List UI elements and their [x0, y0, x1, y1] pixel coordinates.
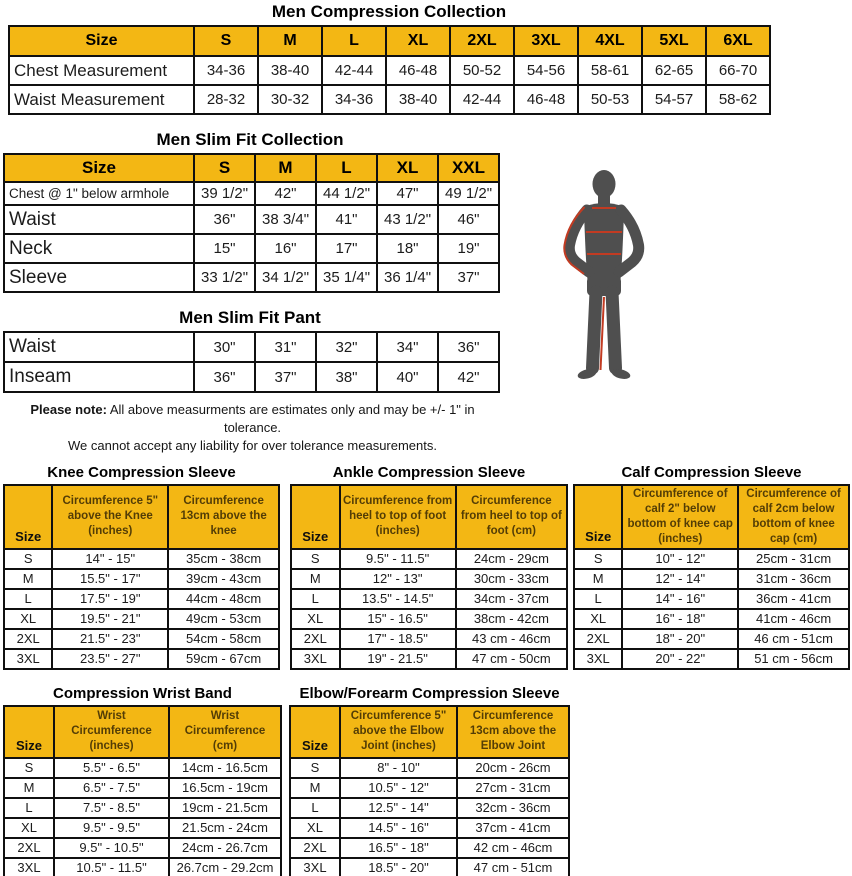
row-label: Waist [4, 205, 194, 234]
cell-inches: 15" - 16.5" [340, 609, 456, 629]
column-header: S [194, 26, 258, 56]
cell-inches: 10.5" - 11.5" [54, 858, 169, 876]
man-body [569, 170, 638, 381]
tolerance-note-line1: Please note: All above measurments are estimates only and may be +/- 1" in tolerance. [30, 402, 475, 436]
ankle-sleeve-title: Ankle Compression Sleeve [332, 463, 526, 481]
cell-size: 3XL [4, 858, 54, 876]
table-row [574, 569, 849, 589]
cell: 54-57 [642, 85, 706, 114]
cell-inches: 6.5" - 7.5" [54, 778, 169, 798]
column-header: Wrist Circumference (inches) [54, 706, 169, 758]
cell: 19" [438, 234, 499, 263]
column-header: Circumference of calf 2cm below bottom of knee cap (cm) [738, 485, 849, 549]
table-row [290, 758, 569, 778]
column-header: L [322, 26, 386, 56]
ankle-sleeve-section [290, 464, 568, 670]
calf-sleeve-table [573, 484, 850, 670]
cell-inches: 19.5" - 21" [52, 609, 168, 629]
cell: 28-32 [194, 85, 258, 114]
cell-size: L [291, 589, 340, 609]
calf-sleeve-title: Calf Compression Sleeve [621, 463, 802, 481]
cell-size: XL [574, 609, 622, 629]
row-label: Chest Measurement [9, 56, 194, 85]
wrist-band-table [3, 705, 282, 876]
elbow-forearm-section [289, 685, 570, 876]
cell-inches: 8" - 10" [340, 758, 457, 778]
cell-inches: 21.5" - 23" [52, 629, 168, 649]
cell-inches: 12.5" - 14" [340, 798, 457, 818]
cell-cm: 47 cm - 51cm [457, 858, 569, 876]
header-row [291, 485, 567, 549]
column-header: Circumference from heel to top of foot (inches) [340, 485, 456, 549]
cell: 30-32 [258, 85, 322, 114]
cell-size: 2XL [4, 629, 52, 649]
column-header: S [194, 154, 255, 182]
cell: 42-44 [322, 56, 386, 85]
cell-cm: 46 cm - 51cm [738, 629, 849, 649]
cell-cm: 30cm - 33cm [456, 569, 567, 589]
column-header-size: Size [4, 706, 54, 758]
table-row [290, 838, 569, 858]
cell: 40" [377, 362, 438, 392]
cell-size: 2XL [290, 838, 340, 858]
cell-inches: 7.5" - 8.5" [54, 798, 169, 818]
table-row [4, 838, 281, 858]
cell-cm: 51 cm - 56cm [738, 649, 849, 669]
cell: 37" [438, 263, 499, 292]
column-header-size: Size [9, 26, 194, 56]
table-row [4, 758, 281, 778]
cell-cm: 39cm - 43cm [168, 569, 279, 589]
cell: 44 1/2" [316, 182, 377, 205]
cell-inches: 13.5" - 14.5" [340, 589, 456, 609]
cell-inches: 16" - 18" [622, 609, 738, 629]
table-row [4, 182, 499, 205]
cell-cm: 24cm - 29cm [456, 549, 567, 569]
cell-size: 3XL [291, 649, 340, 669]
column-header: XXL [438, 154, 499, 182]
row-label: Chest @ 1" below armhole [4, 182, 194, 205]
cell-cm: 43 cm - 46cm [456, 629, 567, 649]
cell: 66-70 [706, 56, 770, 85]
cell: 42" [438, 362, 499, 392]
cell-size: 3XL [574, 649, 622, 669]
cell: 36" [194, 205, 255, 234]
header-row [4, 485, 279, 549]
cell: 46-48 [386, 56, 450, 85]
elbow-forearm-title: Elbow/Forearm Compression Sleeve [299, 684, 560, 702]
cell-cm: 34cm - 37cm [456, 589, 567, 609]
column-header: Wrist Circumference (cm) [169, 706, 281, 758]
cell-inches: 17" - 18.5" [340, 629, 456, 649]
cell: 17" [316, 234, 377, 263]
cell-inches: 16.5" - 18" [340, 838, 457, 858]
cell-cm: 31cm - 36cm [738, 569, 849, 589]
cell: 38-40 [386, 85, 450, 114]
table-body [574, 549, 849, 669]
table-row [4, 609, 279, 629]
cell-cm: 37cm - 41cm [457, 818, 569, 838]
knee-sleeve-table [3, 484, 280, 670]
table-row [291, 569, 567, 589]
cell-cm: 36cm - 41cm [738, 589, 849, 609]
cell-cm: 19cm - 21.5cm [169, 798, 281, 818]
cell: 16" [255, 234, 316, 263]
cell: 36" [438, 332, 499, 362]
header-row [4, 706, 281, 758]
cell-size: M [574, 569, 622, 589]
cell-inches: 14.5" - 16" [340, 818, 457, 838]
cell-inches: 10" - 12" [622, 549, 738, 569]
cell-cm: 32cm - 36cm [457, 798, 569, 818]
cell-cm: 49cm - 53cm [168, 609, 279, 629]
cell-size: M [4, 778, 54, 798]
column-header-size: Size [290, 706, 340, 758]
table-row [9, 56, 770, 85]
table-row [574, 649, 849, 669]
cell-inches: 18" - 20" [622, 629, 738, 649]
cell: 34" [377, 332, 438, 362]
cell-inches: 23.5" - 27" [52, 649, 168, 669]
cell-cm: 38cm - 42cm [456, 609, 567, 629]
table-row [4, 798, 281, 818]
cell-cm: 26.7cm - 29.2cm [169, 858, 281, 876]
cell-inches: 15.5" - 17" [52, 569, 168, 589]
cell: 47" [377, 182, 438, 205]
cell-size: 2XL [574, 629, 622, 649]
cell-size: 3XL [290, 858, 340, 876]
cell-size: XL [291, 609, 340, 629]
cell-inches: 14" - 16" [622, 589, 738, 609]
column-header: Circumference of calf 2" below bottom of knee cap (inches) [622, 485, 738, 549]
cell-size: M [4, 569, 52, 589]
cell-cm: 42 cm - 46cm [457, 838, 569, 858]
cell: 38" [316, 362, 377, 392]
ankle-sleeve-table [290, 484, 568, 670]
cell-cm: 59cm - 67cm [168, 649, 279, 669]
cell: 58-62 [706, 85, 770, 114]
row-label: Sleeve [4, 263, 194, 292]
row-label: Waist Measurement [9, 85, 194, 114]
table-row [574, 629, 849, 649]
table-row [4, 858, 281, 876]
cell: 36 1/4" [377, 263, 438, 292]
header-row [290, 706, 569, 758]
tolerance-note [0, 401, 505, 456]
table-row [290, 818, 569, 838]
column-header: Circumference 5" above the Elbow Joint (inches) [340, 706, 457, 758]
table-row [4, 549, 279, 569]
cell-size: S [4, 549, 52, 569]
cell-size: S [291, 549, 340, 569]
cell-inches: 9.5" - 10.5" [54, 838, 169, 858]
table-row [574, 609, 849, 629]
cell-cm: 21.5cm - 24cm [169, 818, 281, 838]
cell: 43 1/2" [377, 205, 438, 234]
knee-sleeve-title: Knee Compression Sleeve [47, 463, 236, 481]
cell-size: S [574, 549, 622, 569]
table-row [290, 778, 569, 798]
cell: 54-56 [514, 56, 578, 85]
column-header: 2XL [450, 26, 514, 56]
table-row [4, 589, 279, 609]
table-body [291, 549, 567, 669]
row-label: Inseam [4, 362, 194, 392]
table-row [291, 549, 567, 569]
cell-cm: 41cm - 46cm [738, 609, 849, 629]
wrist-band-section [3, 685, 282, 876]
cell-inches: 14" - 15" [52, 549, 168, 569]
cell-inches: 9.5" - 9.5" [54, 818, 169, 838]
cell: 34 1/2" [255, 263, 316, 292]
cell-inches: 20" - 22" [622, 649, 738, 669]
table-row [4, 778, 281, 798]
cell: 33 1/2" [194, 263, 255, 292]
column-header: XL [377, 154, 438, 182]
cell-cm: 47 cm - 50cm [456, 649, 567, 669]
cell-inches: 5.5" - 6.5" [54, 758, 169, 778]
column-header-size: Size [4, 154, 194, 182]
cell-size: 2XL [4, 838, 54, 858]
cell-cm: 54cm - 58cm [168, 629, 279, 649]
cell-inches: 17.5" - 19" [52, 589, 168, 609]
wrist-band-title: Compression Wrist Band [53, 684, 232, 702]
table-row [291, 649, 567, 669]
cell: 42-44 [450, 85, 514, 114]
column-header: Circumference 5" above the Knee (inches) [52, 485, 168, 549]
man-silhouette-figure [556, 170, 652, 388]
knee-sleeve-section [3, 464, 280, 670]
table-body [290, 758, 569, 876]
cell-inches: 19" - 21.5" [340, 649, 456, 669]
cell-size: L [4, 798, 54, 818]
cell: 34-36 [322, 85, 386, 114]
cell: 15" [194, 234, 255, 263]
cell: 39 1/2" [194, 182, 255, 205]
cell: 18" [377, 234, 438, 263]
cell: 37" [255, 362, 316, 392]
cell-size: M [290, 778, 340, 798]
cell-size: XL [4, 609, 52, 629]
cell: 49 1/2" [438, 182, 499, 205]
table-row [290, 858, 569, 876]
table-row [4, 332, 499, 362]
column-header: Circumference from heel to top of foot (cm) [456, 485, 567, 549]
cell-size: 2XL [291, 629, 340, 649]
cell-size: S [4, 758, 54, 778]
cell: 41" [316, 205, 377, 234]
column-header-size: Size [574, 485, 622, 549]
cell-cm: 27cm - 31cm [457, 778, 569, 798]
cell-cm: 24cm - 26.7cm [169, 838, 281, 858]
cell: 38-40 [258, 56, 322, 85]
table-row [4, 649, 279, 669]
cell: 58-61 [578, 56, 642, 85]
cell-size: L [4, 589, 52, 609]
table-row [4, 205, 499, 234]
cell-inches: 10.5" - 12" [340, 778, 457, 798]
cell: 50-53 [578, 85, 642, 114]
table-row [291, 609, 567, 629]
column-header: Circumference 13cm above the Elbow Joint [457, 706, 569, 758]
calf-sleeve-section [573, 464, 850, 670]
column-header: Circumference 13cm above the knee [168, 485, 279, 549]
cell-size: XL [4, 818, 54, 838]
cell: 36" [194, 362, 255, 392]
cell: 42" [255, 182, 316, 205]
slim-fit-pant-title: Men Slim Fit Pant [179, 308, 321, 327]
cell-size: L [574, 589, 622, 609]
column-header-size: Size [4, 485, 52, 549]
cell: 35 1/4" [316, 263, 377, 292]
elbow-forearm-table [289, 705, 570, 876]
column-header-size: Size [291, 485, 340, 549]
cell-inches: 18.5" - 20" [340, 858, 457, 876]
header-row [574, 485, 849, 549]
table-row [4, 362, 499, 392]
table-row [574, 549, 849, 569]
cell: 46" [438, 205, 499, 234]
table-row [4, 818, 281, 838]
cell-inches: 12" - 14" [622, 569, 738, 589]
cell: 62-65 [642, 56, 706, 85]
column-header: 3XL [514, 26, 578, 56]
slim-fit-pant-table [3, 331, 500, 393]
column-header: XL [386, 26, 450, 56]
cell-size: M [291, 569, 340, 589]
cell: 32" [316, 332, 377, 362]
column-header: M [258, 26, 322, 56]
cell: 31" [255, 332, 316, 362]
cell-cm: 25cm - 31cm [738, 549, 849, 569]
compression-collection-table [8, 25, 771, 115]
column-header: 5XL [642, 26, 706, 56]
column-header: M [255, 154, 316, 182]
table-row [574, 589, 849, 609]
cell: 38 3/4" [255, 205, 316, 234]
cell-cm: 44cm - 48cm [168, 589, 279, 609]
cell-size: S [290, 758, 340, 778]
cell-size: L [290, 798, 340, 818]
cell: 50-52 [450, 56, 514, 85]
cell-cm: 35cm - 38cm [168, 549, 279, 569]
cell-cm: 20cm - 26cm [457, 758, 569, 778]
column-header: 4XL [578, 26, 642, 56]
table-row [4, 569, 279, 589]
cell: 34-36 [194, 56, 258, 85]
cell-inches: 12" - 13" [340, 569, 456, 589]
row-label: Neck [4, 234, 194, 263]
cell-cm: 14cm - 16.5cm [169, 758, 281, 778]
table-body [4, 758, 281, 876]
cell-inches: 9.5" - 11.5" [340, 549, 456, 569]
table-row [9, 85, 770, 114]
table-body [4, 549, 279, 669]
table-row [4, 234, 499, 263]
sleeve-tables-row-2 [3, 685, 852, 876]
table-row [4, 263, 499, 292]
cell-size: 3XL [4, 649, 52, 669]
slim-fit-collection-table [3, 153, 500, 293]
cell: 46-48 [514, 85, 578, 114]
column-header: 6XL [706, 26, 770, 56]
table-row [291, 629, 567, 649]
table-row [4, 629, 279, 649]
compression-collection-title: Men Compression Collection [271, 2, 507, 21]
cell: 30" [194, 332, 255, 362]
header-row [9, 26, 770, 56]
row-label: Waist [4, 332, 194, 362]
table-row [291, 589, 567, 609]
sleeve-tables-row-1 [3, 464, 852, 670]
tolerance-note-line2: We cannot accept any liability for over tolerance measurements. [68, 438, 437, 454]
column-header: L [316, 154, 377, 182]
header-row [4, 154, 499, 182]
table-row [290, 798, 569, 818]
cell-cm: 16.5cm - 19cm [169, 778, 281, 798]
tolerance-note-bold: Please note: [30, 402, 107, 417]
slim-fit-collection-title: Men Slim Fit Collection [156, 130, 344, 149]
cell-size: XL [290, 818, 340, 838]
